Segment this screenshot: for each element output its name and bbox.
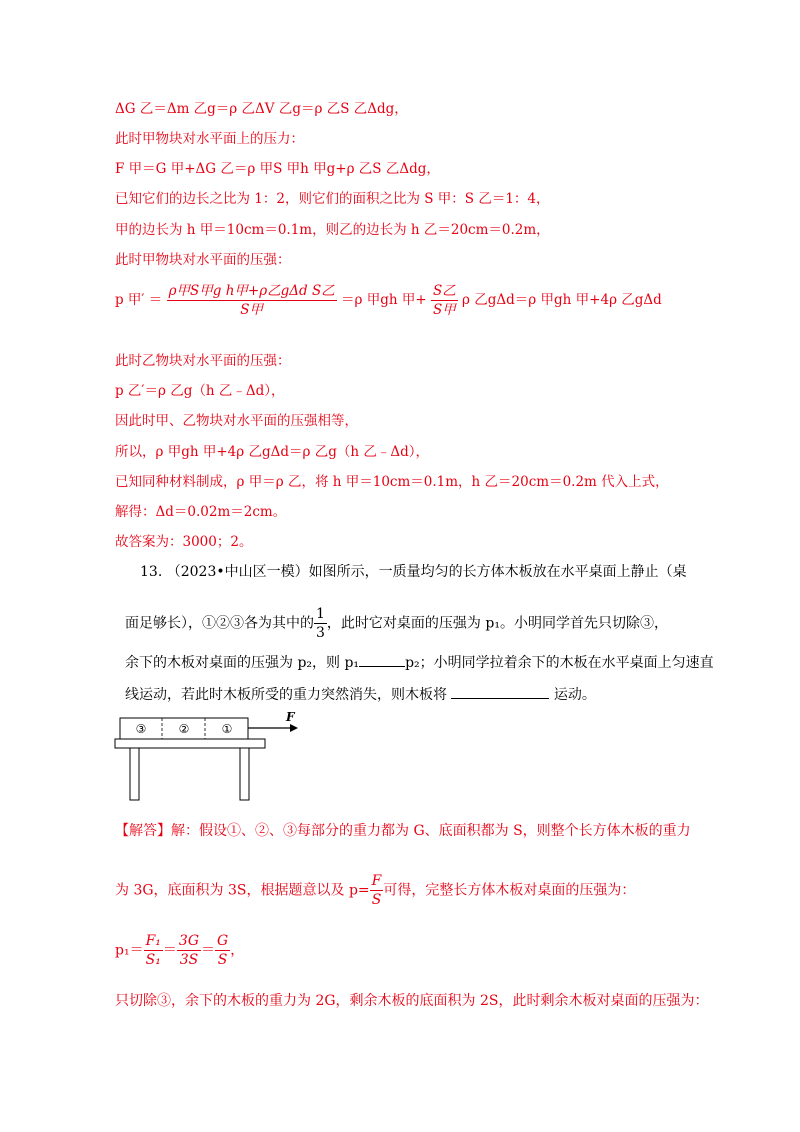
question-number: 13. [140,564,163,580]
p1-frac-3 [215,932,230,969]
formula-mid: ＝ρ 甲gh 甲+ [341,292,427,308]
question-line-1-text: （2023•中山区一模）如图所示，一质量均匀的长方体木板放在水平桌面上静止（桌 [166,564,687,580]
p1-frac-3-num: G [217,933,229,949]
board-table-figure [110,708,310,804]
pressure-formula-fraction [370,872,384,909]
question-line-2b: ，此时它对桌面的压强为 p₁。小明同学首先只切除③， [326,615,668,632]
solution-line-11: 已知同种材料制成，ρ 甲＝ρ 乙，将 h 甲＝10cm＝0.1m，h 乙＝20cm＝0.2m 代入上式， [115,474,669,490]
question-fraction-num: 1 [316,606,325,622]
solution-line-1: ΔG 乙＝Δm 乙g＝ρ 乙ΔV 乙g＝ρ 乙S 乙Δdg， [115,101,408,117]
solution-line-4: 已知它们的边长之比为 1：2，则它们的面积之比为 S 甲：S 乙＝1：4， [115,191,550,207]
p1-tail: ， [230,942,245,959]
p1-frac-1 [144,932,163,969]
pressure-formula-jia: p 甲′ ＝ $\frac{\text{ρ甲S甲g h甲+ρ乙gΔd S乙}}{\text{S甲}}$ ＝ρ 甲gh 甲+ $\frac{\text{S乙}}{\text{S甲}}$ ρ 乙gΔd＝ρ 甲gh 甲+4ρ 乙gΔd [115,283,662,318]
answer-line-2a: 为 3G，底面积为 3S，根据题意以及 p= [115,882,370,899]
formula-fraction-1 [167,282,337,319]
question-fraction-den: 3 [316,625,325,641]
question-line-2a: 面足够长），①②③各为其中的 [125,615,314,632]
pressure-formula-den: S [371,892,382,908]
solution-line-5: 甲的边长为 h 甲＝10cm＝0.1m，则乙的边长为 h 乙＝20cm＝0.2m， [115,222,550,238]
answer-line-1-text: 解：假设①、②、③每部分的重力都为 G、底面积都为 S，则整个长方体木板的重力 [171,823,691,839]
p1-frac-2-den: 3S [179,952,199,968]
formula-fraction-2-den: S甲 [433,302,456,318]
question-line-3b: p₂；小明同学拉着余下的木板在水平桌面上匀速直 [405,655,714,671]
answer-line-2b: 可得，完整长方体木板对桌面的压强为： [383,882,636,899]
solution-line-7: 此时乙物块对水平面的压强： [115,353,291,369]
question-line-4a: 线运动，若此时木板所受的重力突然消失，则木板将 [125,687,447,703]
formula-fraction-2-num: S乙 [433,283,456,299]
question-13-line-3 [125,654,714,672]
answer-blank-1[interactable] [359,654,405,667]
question-fraction [314,605,327,642]
answer-line-2 [115,872,635,909]
answer-line-1 [115,822,691,840]
question-13-line-1 [140,563,687,581]
table-top [115,739,265,748]
answer-line-3: p₁＝ $\frac{\text{F₁}}{\text{S₁}}$ ＝ $\frac{3G}{3S}$ ＝ $\frac{G}{S}$ ， [115,933,245,968]
question-13-line-2 [125,605,668,642]
p1-frac-2-num: 3G [178,933,199,949]
question-line-3a: 余下的木板对桌面的压强为 p₂，则 p₁ [125,655,360,671]
pressure-formula-num: F [371,873,382,889]
p1-frac-2 [177,932,201,969]
p1-frac-1-num: F₁ [145,933,161,949]
section-label-1: ① [221,722,233,736]
answer-blank-2[interactable] [451,686,549,699]
force-arrow-head [290,724,298,732]
p1-frac-3-den: S [217,952,228,968]
p1-frac-1-den: S₁ [145,952,161,968]
formula-lhs: p 甲′ [115,292,145,308]
solution-line-6: 此时甲物块对水平面的压强： [115,252,291,268]
solution-line-10: 所以，ρ 甲gh 甲+4ρ 乙gΔd＝ρ 乙g（h 乙﹣Δd）， [115,444,430,460]
table-leg-right [240,748,249,800]
section-label-2: ② [178,722,190,736]
solution-line-13: 故答案为：3000；2。 [115,534,253,550]
solution-line-2: 此时甲物块对水平面上的压力： [115,131,304,147]
solution-line-3: F 甲＝G 甲+ΔG 乙＝ρ 甲S 甲h 甲g+ρ 乙S 乙Δdg， [115,161,440,177]
formula-tail: ρ 乙gΔd＝ρ 甲gh 甲+4ρ 乙gΔd [462,292,662,308]
question-13-line-4 [125,686,596,704]
solution-line-12: 解得：Δd＝0.02m＝2cm。 [115,504,287,520]
section-label-3: ③ [135,722,147,736]
formula-fraction-1-num: ρ甲S甲g h甲+ρ乙gΔd S乙 [168,283,335,299]
p1-label: p₁ [115,942,130,959]
solution-line-9: 因此时甲、乙物块对水平面的压强相等， [115,413,358,429]
force-label: F [286,710,295,724]
formula-fraction-1-den: S甲 [240,302,264,318]
answer-tag: 【解答】 [115,823,171,839]
answer-line-4: 只切除③，余下的木板的重力为 2G，剩余木板的底面积为 2S，此时剩余木板对桌面的压强为： [115,993,709,1009]
question-line-4b: 运动。 [553,687,596,703]
solution-line-8: p 乙′＝ρ 乙g（h 乙﹣Δd）， [115,383,285,399]
table-leg-left [130,748,139,800]
formula-fraction-2 [431,282,458,319]
